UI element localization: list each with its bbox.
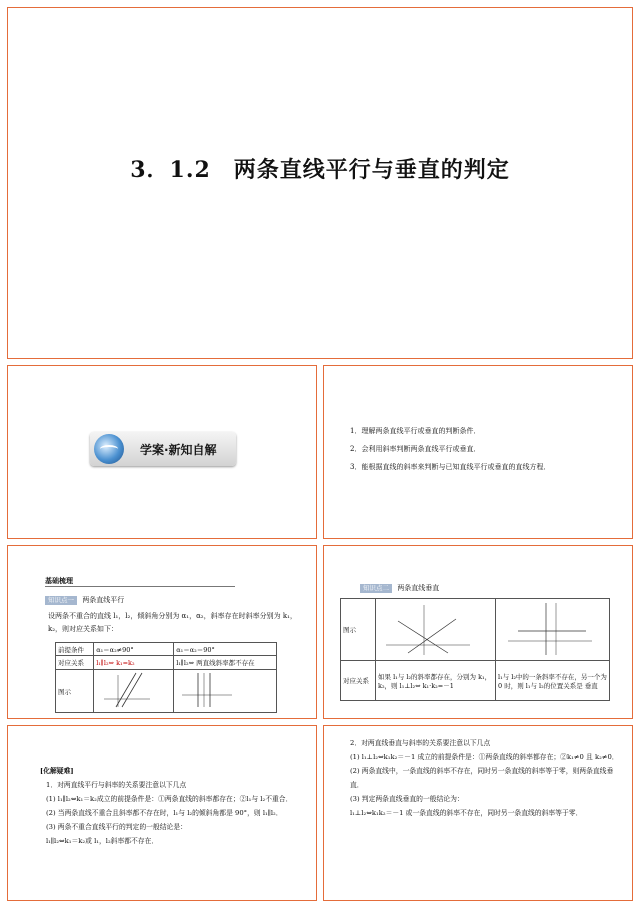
- perpendicular-slide: [323, 545, 633, 719]
- clarification-slide-2: [323, 725, 633, 901]
- perpendicular-table: [340, 598, 610, 701]
- knowledge-point-bar: [360, 584, 439, 593]
- objectives-slide: [323, 365, 633, 539]
- clarification-slide-1: [7, 725, 317, 901]
- cell-parallel-vertical: l₁∥l₂⇔ 两直线斜率都不存在: [174, 656, 277, 670]
- knowledge-tag: 知识点一: [45, 596, 77, 605]
- text-line: (1) l₁∥l₂⇔k₁＝k₂成立的前提条件是：①两条直线的斜率都存在；②l₁与 l₂不重合．: [46, 795, 293, 803]
- objective-item: 3．能根据直线的斜率来判断与已知直线平行或垂直的直线方程．: [350, 463, 551, 471]
- fig-label: 图示: [341, 599, 376, 661]
- knowledge-tag: 知识点二: [360, 584, 392, 593]
- text-line: (1) l₁⊥l₂⇔k₁k₂＝－1 成立的前提条件是：①两条直线的斜率都存在；②k₁≠0 且 k₂≠0．: [350, 753, 619, 761]
- banner-slide: [7, 365, 317, 539]
- text-line: 2．对两直线垂直与斜率的关系要注意以下几点: [350, 739, 491, 747]
- header-label: 前提条件: [56, 643, 94, 656]
- row-label: 对应关系: [56, 656, 94, 670]
- banner-label: 学案·新知自解: [140, 443, 217, 457]
- title-slide: [7, 7, 633, 359]
- text-line: l₁∥l₂⇔k₁＝k₂或 l₁，l₂斜率都不存在．: [46, 837, 159, 845]
- text-line: l₁⊥l₂⇔k₁k₂＝－1 或一条直线的斜率不存在，同时另一条直线的斜率等于零．: [350, 809, 583, 817]
- cell-slopes-exist: 如果 l₁与 l₂的斜率都存在，分别为 k₁，k₂，则 l₁⊥l₂⇔ k₁·k₂=－1: [376, 661, 496, 701]
- vertical-figure: [174, 670, 277, 713]
- header-col1: α₁＝α₂≠90°: [94, 643, 174, 656]
- clarification-text: [46, 778, 306, 848]
- knowledge-title: 两条直线平行: [82, 596, 125, 604]
- perp-figure-1: [376, 599, 496, 661]
- objective-item: 1．理解两条直线平行或垂直的判断条件．: [350, 427, 481, 435]
- parallel-table: [55, 642, 277, 713]
- section-heading: [化解疑难]: [40, 767, 74, 775]
- section-banner: [90, 432, 236, 466]
- text-line: (2) 两条直线中，一条直线的斜率不存在，同时另一条直线的斜率等于零，则两条直线垂直．: [350, 767, 614, 789]
- header-col2: α₁＝α₂＝90°: [174, 643, 277, 656]
- text-line: (2) 当两条直线不重合且斜率都不存在时，l₁与 l₂的倾斜角都是 90°，则 l₁∥l₂．: [46, 809, 283, 817]
- clarification-text: [350, 736, 622, 820]
- cell-slope-undefined: l₁与 l₂中的一条斜率不存在，另一个为 0 时，则 l₁与 l₂的位置关系是 垂直: [496, 661, 610, 701]
- knowledge-point-bar: [45, 596, 124, 605]
- parallel-figure: [94, 670, 174, 713]
- text-line: (3) 判定两条直线垂直的一般结论为：: [350, 795, 464, 803]
- text-line: (3) 两条不重合直线平行的判定的一般结论是：: [46, 823, 187, 831]
- objectives-list: [350, 422, 620, 476]
- section-heading: 基础梳理: [45, 576, 235, 587]
- knowledge-title: 两条直线垂直: [397, 584, 440, 592]
- intro-text: 设两条不重合的直线 l₁，l₂，倾斜角分别为 α₁，α₂，斜率存在时斜率分别为 k₁，k₂，则对应关系如下：: [48, 612, 297, 633]
- row-label: 对应关系: [341, 661, 376, 701]
- cell-parallel-slope: l₁∥l₂⇔ k₁=k₂: [94, 656, 174, 670]
- parallel-slide: [7, 545, 317, 719]
- page-title: 3．1.2 两条直线平行与垂直的判定: [130, 157, 510, 183]
- objective-item: 2．会利用斜率判断两条直线平行或垂直．: [350, 445, 481, 453]
- globe-icon: [94, 434, 124, 464]
- perp-figure-2: [496, 599, 610, 661]
- text-line: 1．对两直线平行与斜率的关系要注意以下几点: [46, 781, 187, 789]
- fig-label: 图示: [56, 670, 94, 713]
